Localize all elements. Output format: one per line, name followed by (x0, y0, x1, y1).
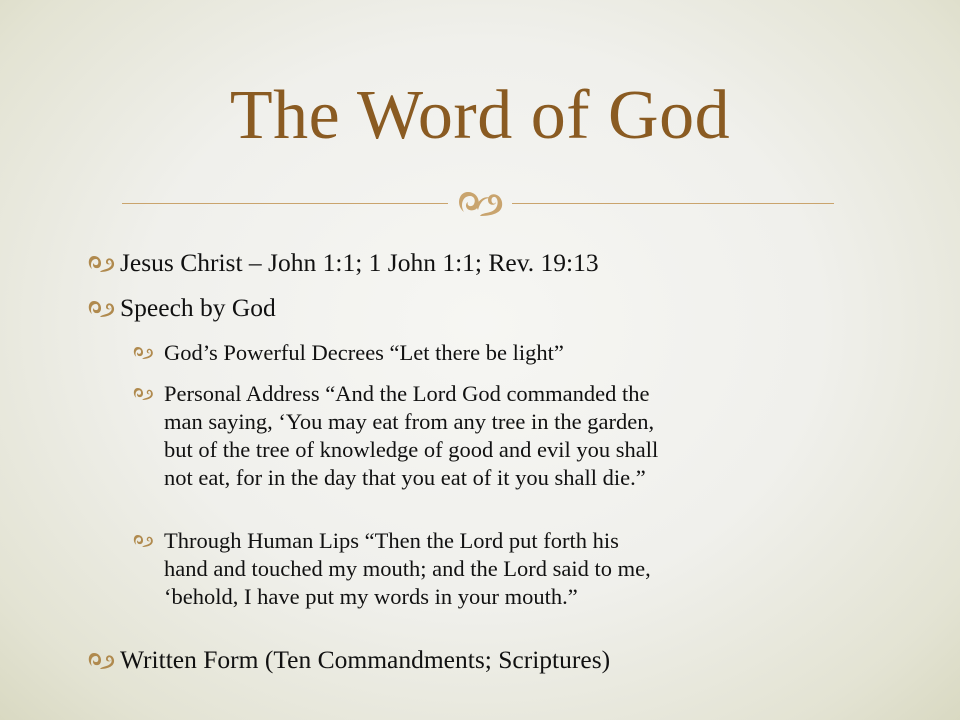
bullet-fleuron-icon (130, 344, 156, 362)
sub-bullet-text (164, 339, 564, 367)
sub-bullet-text (164, 380, 658, 492)
bullet-fleuron-icon (84, 252, 118, 276)
text-line: Personal Address “And the Lord God commanded the (164, 381, 650, 406)
text-line: Through Human Lips “Then the Lord put forth his (164, 528, 619, 553)
sub-bullet-text (164, 527, 651, 611)
bullet-fleuron-icon (84, 297, 118, 321)
text-line: ‘behold, I have put my words in your mouth.” (164, 584, 578, 609)
bullet-text: Written Form (Ten Commandments; Scriptures) (120, 645, 611, 674)
bullet-fleuron-icon (130, 532, 156, 550)
bullet-text: Jesus Christ – John 1:1; 1 John 1:1; Rev. 19:13 (120, 248, 599, 277)
text-line: man saying, ‘You may eat from any tree in the garden, (164, 409, 655, 434)
fleuron-icon (450, 184, 510, 224)
bullet-fleuron-icon (84, 649, 118, 673)
title-divider-right (512, 203, 834, 204)
title-divider-left (122, 203, 448, 204)
slide-title: The Word of God (229, 77, 731, 154)
text-line: not eat, for in the day that you eat of it you shall die.” (164, 465, 646, 490)
text-line: God’s Powerful Decrees “Let there be light” (164, 340, 564, 365)
text-line: hand and touched my mouth; and the Lord said to me, (164, 556, 651, 581)
bullet-text: Speech by God (120, 293, 276, 322)
text-line: but of the tree of knowledge of good and evil you shall (164, 437, 659, 462)
bullet-fleuron-icon (130, 385, 156, 403)
